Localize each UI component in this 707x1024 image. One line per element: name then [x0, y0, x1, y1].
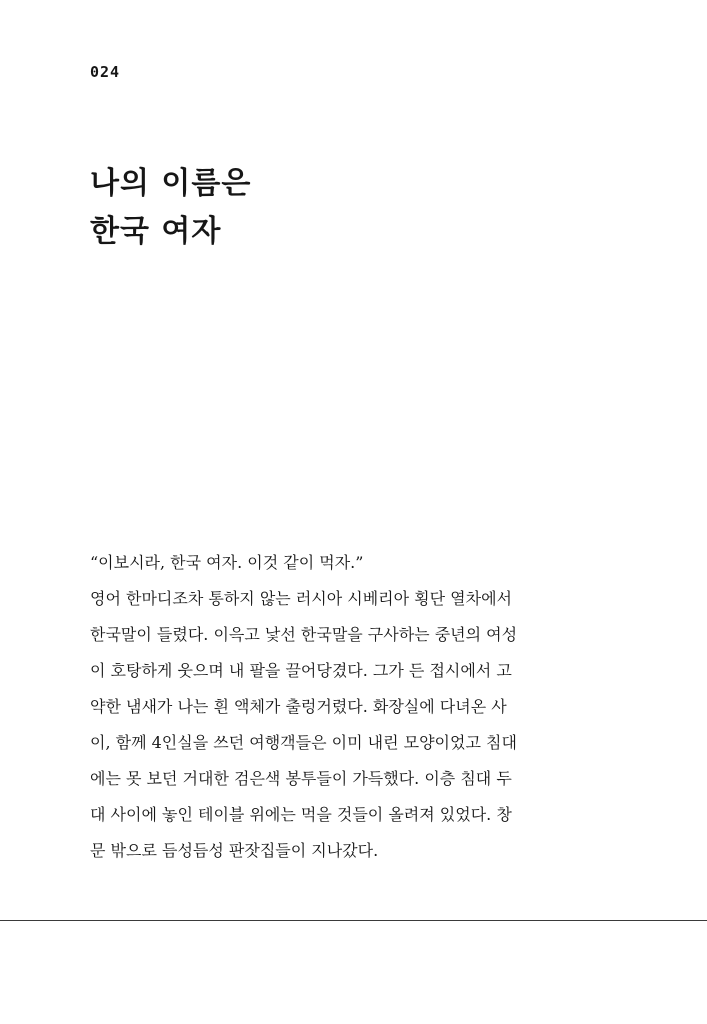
body-line: 영어 한마디조차 통하지 않는 러시아 시베리아 횡단 열차에서: [90, 589, 513, 608]
chapter-title: [90, 160, 251, 256]
body-line: 약한 냄새가 나는 흰 액체가 출렁거렸다. 화장실에 다녀온 사: [90, 697, 507, 716]
chapter-title-line-2: 한국 여자: [90, 214, 222, 249]
body-line: 한국말이 들렸다. 이윽고 낯선 한국말을 구사하는 중년의 여성: [90, 625, 518, 644]
body-line: 이 호탕하게 웃으며 내 팔을 끌어당겼다. 그가 든 접시에서 고: [90, 661, 512, 680]
body-line: 문 밖으로 듬성듬성 판잣집들이 지나갔다.: [90, 841, 379, 860]
chapter-title-line-1: 나의 이름은: [90, 166, 252, 201]
footer-divider: [0, 920, 707, 921]
body-line: 이, 함께 4인실을 쓰던 여행객들은 이미 내린 모양이었고 침대: [90, 733, 517, 752]
body-line: 에는 못 보던 거대한 검은색 봉투들이 가득했다. 이층 침대 두: [90, 769, 512, 788]
page-number: 024: [90, 63, 121, 81]
body-line: “이보시라, 한국 여자. 이것 같이 먹자.”: [90, 553, 364, 572]
body-paragraph: [90, 545, 560, 869]
body-line: 대 사이에 놓인 테이블 위에는 먹을 것들이 올려져 있었다. 창: [90, 805, 512, 824]
